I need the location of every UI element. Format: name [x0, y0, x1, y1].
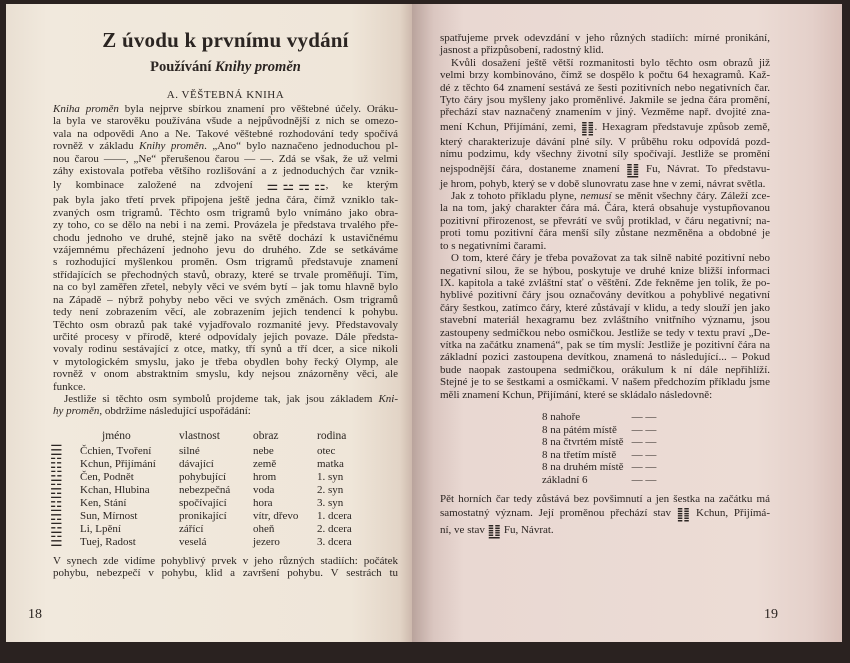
trigram-family: 1. dcera	[317, 509, 352, 522]
trigram-family: 1. syn	[317, 470, 344, 483]
line-position-table-body	[542, 411, 656, 487]
trigram-symbol: ☴	[50, 507, 63, 524]
text-line	[440, 44, 770, 56]
text-line: pozitivní přirozenost, se převrátí ve svůj protiklad, v čáru negativní; na-	[440, 214, 770, 227]
text-line: Pět horních čar tedy zůstává bez povšimnutí a jen šestka na začátku má	[440, 492, 770, 505]
right-page	[412, 4, 842, 642]
trigram-symbol: ☱	[50, 533, 63, 550]
table-row	[50, 510, 352, 523]
trigram-property: zářící	[179, 522, 204, 535]
trigram-name: Sun, Mírnost	[80, 509, 138, 522]
text-line: proti tomu pozitivní čára menší síly zůstane nezměněna a obdobné je	[440, 227, 770, 240]
text-line	[53, 405, 398, 417]
trigram-image: jezero	[253, 535, 280, 548]
trigram-symbol: ☷	[50, 455, 63, 472]
text-segment: ly kombinace založené na zdvojení	[53, 179, 267, 192]
text-segment: ní, ve stav	[440, 523, 488, 536]
line-position-table	[542, 411, 656, 487]
trigram-name: Li, Lpění	[80, 522, 121, 535]
text-segment: jasnost a přizpůsobení, radostný klid.	[440, 44, 604, 57]
table-row	[50, 497, 352, 510]
table-row	[542, 461, 656, 474]
table-header-row	[50, 427, 352, 445]
trigram-family: matka	[317, 457, 344, 470]
text-segment: byla nejprve sbírkou znamení pro věštebné účely. Oráku-	[118, 103, 398, 115]
table-row	[50, 458, 352, 471]
text-line: vovaly rodinu sestávající z otce, matky, tří synů a tří dcer, a sice nikoli	[53, 343, 398, 356]
text-line: la na tom, jaký charakter čára má. Čára, která obsahuje vystupňovanou	[440, 202, 770, 215]
italic-text: Knihy proměn	[139, 140, 205, 153]
text-line: nou čarou ——, „Ne“ přerušenou čarou — —. Zdá se však, že už velmi	[53, 152, 398, 165]
text-line	[440, 119, 770, 136]
table-row	[50, 536, 352, 549]
col-header-family: rodina	[317, 429, 347, 442]
trigram-symbol: ☲	[50, 520, 63, 537]
text-line: spatřujeme prvek odevzdání v jeho různých stadiích: mírné pronikání,	[440, 32, 770, 44]
trigram-property: silné	[179, 444, 200, 457]
text-line	[440, 190, 770, 202]
text-line: střídajících se přechodných stavů, obrazy, které se trvale proměňují. Tím,	[53, 268, 398, 281]
text-line	[440, 522, 770, 539]
table-row	[542, 424, 656, 437]
text-line: záhy existovala potřeba většího rozlišování a z jednoduchých čar vznik-	[53, 165, 398, 178]
line-position-label: 8 na třetím místě	[542, 448, 617, 461]
line-position-label: 8 na druhém místě	[542, 461, 624, 474]
hexagram-symbol: ䷗	[487, 521, 502, 540]
hexagram-symbol: ䷁	[676, 504, 691, 523]
trigram-image: hora	[253, 496, 273, 509]
table-row	[50, 471, 352, 484]
text-line: negativní silou, že se hýbou, poskytuje ve druhé knize bližší informaci	[440, 264, 770, 277]
trigram-property: spočívající	[179, 496, 227, 509]
text-segment: nejspodnější čára, dostaneme znamení	[440, 162, 627, 175]
text-line: pak byla jako třetí prvek připojena ještě jedna čára, čímž vzniklo tak-	[53, 194, 398, 207]
text-line: který charakterizuje dávání plné síly. V průběhu roku odpovídá pozd-	[440, 135, 770, 148]
italic-text: Kniha proměn	[53, 103, 119, 115]
left-page	[6, 4, 412, 642]
line-position-label: 8 nahoře	[542, 410, 581, 423]
trigram-symbol: ☶	[50, 494, 63, 511]
line-mark: — —	[631, 448, 657, 461]
text-segment: rovněž v základu	[53, 140, 140, 153]
text-segment: Fu, Návrat. To představu-	[639, 162, 770, 175]
text-line: vzájemnému přecházení jednoho jevu do druhého. Zde se setkáváme	[53, 244, 398, 257]
text-segment: funkce.	[53, 380, 86, 393]
line-mark: — —	[631, 423, 657, 436]
table-row	[50, 484, 352, 497]
text-line: zvaných osm trigramů. Těchto osm trigramů bylo vnímáno jako obra-	[53, 206, 398, 219]
table-row	[542, 436, 656, 449]
trigram-name: Čchien, Tvoření	[80, 444, 152, 457]
text-line: nímu podzimu, kdy všechny životní síly spočívají. Jestliže se promění	[440, 148, 770, 161]
text-line: V synech zde vidíme pohyblivý prvek v jeho různých stadiích: počátek	[53, 554, 398, 567]
trigram-family: 3. syn	[317, 496, 344, 509]
italic-text: Kni-	[378, 392, 398, 405]
text-line	[53, 381, 398, 393]
text-segment: , ke kterým	[325, 179, 399, 192]
left-after-text	[53, 555, 398, 580]
text-line: vítka na začátku znamená“, pak se tím myslí: Jestliže je pozitivní čára na	[440, 338, 770, 351]
text-line	[440, 161, 770, 178]
table-row	[542, 449, 656, 462]
text-line	[53, 177, 398, 194]
text-segment: měli znamení Kchun, Přijímání, které se skládalo následovně:	[440, 388, 713, 401]
text-segment: se měnit všechny čáry. Záleží zce-	[611, 190, 770, 203]
right-after-text	[440, 493, 770, 539]
trigram-image: vítr, dřevo	[253, 509, 299, 522]
text-line: rovněž v onom abstraktním smyslu, kdy nejsou znázorněny věci, ale	[53, 368, 398, 381]
text-line: Tyto čáry jsou myšleny jako proměnlivé. Jakmile se jedna čára promění,	[440, 94, 770, 107]
trigram-property: dávající	[179, 457, 214, 470]
trigram-property: pronikající	[179, 509, 227, 522]
text-segment: Fu, Návrat.	[501, 523, 554, 536]
line-mark: — —	[631, 473, 657, 486]
text-line: na Západě – nýbrž pohyby nebo věci ve svých změnách. Osm trigramů	[53, 293, 398, 306]
right-body-text	[440, 32, 770, 401]
text-line: Těchto osm obrazů pak také vyjadřovalo rozmanité jevy. Představovaly	[53, 318, 398, 331]
line-mark: — —	[631, 410, 657, 423]
trigram-family: 3. dcera	[317, 535, 352, 548]
col-header-name: jméno	[102, 429, 131, 442]
trigram-property: veselá	[179, 535, 207, 548]
trigram-image: hrom	[253, 470, 277, 483]
trigram-symbol: ☳	[50, 468, 63, 485]
text-line: stavební materiál hexagramu bez zvláštního vnitřního významu, jsou	[440, 314, 770, 327]
hexagram-symbol: ䷗	[626, 160, 640, 179]
line-mark: — —	[631, 461, 657, 474]
text-line: IX. kapitola a také zvláštní stať o věštění. Zde řekněme jen tolik, že po-	[440, 276, 770, 289]
chapter-title: Z úvodu k prvnímu vydání	[102, 28, 349, 52]
book-edge	[0, 642, 850, 663]
text-line: v mytologickém smyslu, jako je třeba obydlen bohy řecký Olymp, ale	[53, 355, 398, 368]
text-line: Stejné je to se šestkami a osmičkami. V našem předchozím příkladu jsme	[440, 376, 770, 389]
text-line	[440, 505, 770, 522]
italic-text: nemusí	[580, 190, 612, 203]
text-line	[53, 393, 398, 405]
section-heading: A. VĚŠTEBNÁ KNIHA	[166, 89, 285, 101]
trigram-image: nebe	[253, 444, 274, 457]
line-position-label: základní 6	[542, 473, 588, 486]
text-segment: Kchun, Přijímá-	[690, 506, 770, 519]
chapter-subtitle	[53, 58, 398, 76]
text-segment: O tom, které čáry je třeba považovat za tak silně nabité pozitivní nebo	[451, 252, 770, 265]
trigram-image: voda	[253, 483, 275, 496]
col-header-image: obraz	[253, 429, 279, 442]
text-line: základní pozici zastoupena devítkou, znamená to následující... – Pokud	[440, 351, 770, 364]
text-line: la byla ve starověku používána všude a nejpůvodnější z nich se omezo-	[53, 115, 398, 128]
table-row	[542, 474, 656, 487]
text-line: přechází stav naznačený znamením v jiný. Vezměme např. dvojité zna-	[440, 106, 770, 119]
text-line	[53, 140, 398, 152]
text-line: bude naopak zastoupena sedmičkou, orákulum k ní dále nepřihlíží.	[440, 363, 770, 376]
trigram-name: Čen, Podnět	[80, 470, 134, 483]
text-line: velmi brzy kombinováno, čímž se dospělo k počtu 64 hexagramů. Kaž-	[440, 69, 770, 82]
trigram-image: země	[253, 457, 277, 470]
trigram-property: pohybující	[179, 470, 227, 483]
text-line: hyblivé pozitivní čáry jsou označovány devítkou a pohyblivé negativní	[440, 289, 770, 302]
text-segment: . „Ano“ bylo naznačeno jednoduchou pl-	[204, 140, 398, 153]
trigram-symbol: ☰	[50, 442, 63, 459]
left-body-text	[53, 103, 398, 418]
line-position-label: 8 na pátém místě	[542, 423, 617, 436]
hexagram-symbol: ䷁	[581, 118, 595, 137]
text-segment: Jak z tohoto příkladu plyne,	[451, 190, 581, 203]
text-line: určité procesy v přírodě, které odpovídaly jejich povaze. Dále předsta-	[53, 330, 398, 343]
text-line: na co byl zaměřen zřetel, nebyly věci ve svém bytí – jak tomu hlavně bylo	[53, 281, 398, 294]
page-number-right: 19	[764, 607, 778, 622]
text-line: dé z těchto 64 znamení sestává ze šesti pozitivních nebo negativních čar.	[440, 81, 770, 94]
text-segment: je hrom, pohyb, který se v době slunovratu zase hne v zemi, návrat světla.	[440, 177, 766, 190]
page-number-left: 18	[28, 607, 42, 622]
text-line: chodu jednoho ve druhé, stejně jako na světě dochází k ustavičnému	[53, 231, 398, 244]
table-row	[542, 411, 656, 424]
text-segment: to s negativními čarami.	[440, 239, 547, 252]
text-segment: Kvůli dosažení ještě větší rozmanitosti bylo těchto osm obrazů již	[451, 56, 770, 69]
text-segment: Jestliže si těchto osm symbolů projdeme tak, jak jsou základem	[64, 392, 379, 405]
text-line: tedy není zobrazením věcí, ale zobrazením jejich tendencí k pohybu.	[53, 306, 398, 319]
text-segment: mení Kchun, Přijímání, zemi,	[440, 120, 582, 133]
col-header-property: vlastnost	[179, 429, 220, 442]
subtitle-italic: Knihy proměn	[215, 59, 301, 75]
trigram-family: otec	[317, 444, 336, 457]
text-line	[53, 103, 398, 115]
trigram-table-body	[50, 442, 352, 550]
text-line: s rozhodující myšlenkou proměn. Osm trigramů představuje znamení	[53, 256, 398, 269]
text-segment: samostatný význam. Její proměnou přechází stav	[440, 506, 677, 519]
text-line	[440, 57, 770, 69]
text-line: zy toho, co se dělo na nebi i na zemi. Provázela je představa trvalého pře-	[53, 219, 398, 232]
trigram-family: 2. dcera	[317, 522, 352, 535]
text-line: zastoupeny sedmičkou nebo osmičkou. Jestliže se tedy v textu praví „De-	[440, 326, 770, 339]
trigram-symbol: ☵	[50, 481, 63, 498]
table-row	[50, 523, 352, 536]
text-line: čáry šestkou, zatímco čáry, které zůstávají v klidu, a tedy slouží jen jako	[440, 301, 770, 314]
trigram-image: oheň	[253, 522, 275, 535]
trigram-name: Tuej, Radost	[80, 535, 136, 548]
text-segment: . Hexagram představuje způsob země,	[594, 120, 770, 133]
trigram-name: Ken, Stání	[80, 496, 127, 509]
digram-symbols: ⚌ ⚍ ⚎ ⚏	[266, 179, 326, 195]
trigram-property: nebezpečná	[179, 483, 231, 496]
text-segment: , obdržíme následující uspořádání:	[99, 405, 251, 418]
trigram-name: Kchan, Hlubina	[80, 483, 150, 496]
text-line	[440, 252, 770, 264]
trigram-name: Kchun, Přijímání	[80, 457, 156, 470]
text-line: vala na odpovědi Ano a Ne. Takové věštebné rozhodování tedy spočívá	[53, 127, 398, 140]
text-line	[440, 178, 770, 190]
italic-text: hy proměn	[53, 405, 100, 418]
line-mark: — —	[631, 436, 657, 449]
text-line: pohybu, nebezpečí v pohybu, klid a završení pohybu. V sestrách tu	[53, 567, 398, 580]
trigram-family: 2. syn	[317, 483, 344, 496]
text-line	[440, 389, 770, 401]
text-line	[440, 240, 770, 252]
subtitle-plain: Používání	[150, 59, 216, 75]
table-row	[50, 445, 352, 458]
line-position-label: 8 na čtvrtém místě	[542, 436, 624, 449]
trigram-table	[50, 427, 352, 549]
